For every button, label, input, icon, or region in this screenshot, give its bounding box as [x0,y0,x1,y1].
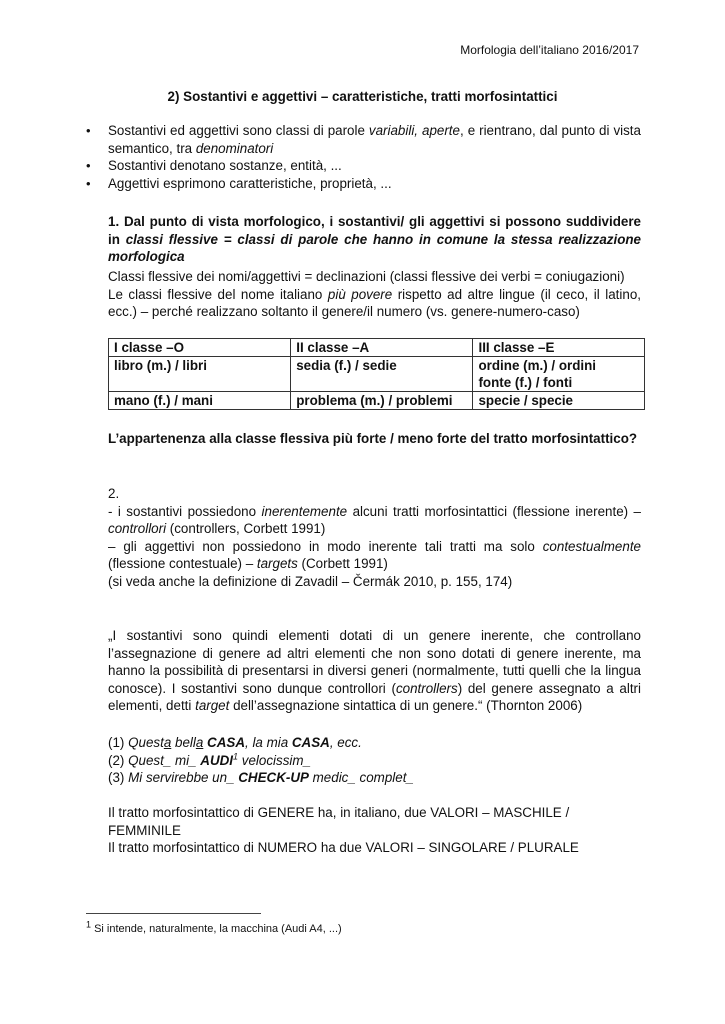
tratti-paragraph: Il tratto morfosintattico di GENERE ha, in italiano, due VALORI – MASCHILE / FEMMINILE Il tratto morfosintattico di NUMERO ha due VALORI – SINGOLARE / PLURALE [108,805,579,856]
question-line: L’appartenenza alla classe flessiva più forte / meno forte del tratto morfosintattico? [108,431,638,446]
table-cell: sedia (f.) / sedie [291,357,473,392]
thornton-quote: „I sostantivi sono quindi elementi dotati di un genere inerente, che controllano l’assegnazione di genere ad altri elementi che non sono dotati di genere inerente, ma hanno la possibilità di presentarsi in diversi generi (normalmente, tutti quelli che la lingua conosce). I sostantivi sono dunque controllori (controllers) del genere assegnato a altri elementi, detti target dell’assegnazione sintattica di un genere.“ (Thornton 2006) [108,628,641,714]
table-row [109,357,645,392]
table-cell: problema (m.) / problemi [291,392,473,410]
footnote-divider [86,913,261,914]
footnote-ref[interactable]: 1 [233,751,239,762]
inflection-classes-table [108,338,645,410]
table-cell: mano (f.) / mani [109,392,291,410]
footnote: $^1$ Si intende, naturalmente, la macchina (Audi A4, ...) [86,919,342,935]
bullet-item: • Sostantivi denotano sostanze, entità, ... [86,157,641,175]
bullet-item: • Sostantivi ed aggettivi sono classi di parole variabili, aperte, e rientrano, dal punto di vista semantico, tra denominatori [86,122,641,157]
section-2: 2. - i sostantivi possiedono inerentemente alcuni tratti morfosintattici (flessione inerente) – controllori (controllers, Corbett 1991) – gli aggettivi non possiedono in modo inerente tali tratti ma solo contestualmente (flessione contestuale) – targets (Corbett 1991) (si veda anche la definizione di Zavadil – Čermák 2010, p. 155, 174) [108,486,641,589]
table-row [109,392,645,410]
example-2: (2) Quest_ mi_ AUDI$^1$ velocissim_ [108,751,311,768]
table-cell: III classe –E [473,339,645,357]
running-header: Morfologia dell’italiano 2016/2017 [460,43,639,57]
table-cell: ordine (m.) / ordini fonte (f.) / fonti [473,357,645,392]
examples-list [108,734,641,787]
point-1-paragraph: 1. Dal punto di vista morfologico, i sostantivi/ gli aggettivi si possono suddividere in classi flessive = classi di parole che hanno in comune la stessa realizzazione morfologica [108,214,642,265]
bullet-list [86,122,641,192]
bullet-item: • Aggettivi esprimono caratteristiche, proprietà, ... [86,175,641,193]
table-cell: II classe –A [291,339,473,357]
table-cell: libro (m.) / libri [109,357,291,392]
table-cell: I classe –O [109,339,291,357]
example-1: (1) Questa bella CASA, la mia CASA, ecc. [108,735,362,750]
table-row [109,339,645,357]
table-cell: specie / specie [473,392,645,410]
section-title: 2) Sostantivi e aggettivi – caratteristiche, tratti morfosintattici [167,89,558,104]
classi-flessive-paragraph: Classi flessive dei nomi/aggettivi = declinazioni (classi flessive dei verbi = coniugazioni) Le classi flessive del nome italiano più povere rispetto ad altre lingue (il ceco, il latino, ecc.) – perché realizzano soltanto il genere/il numero (vs. genere-numero-caso) [108,269,641,320]
example-3: (3) Mi servirebbe un_ CHECK-UP medic_ complet_ [108,770,414,786]
